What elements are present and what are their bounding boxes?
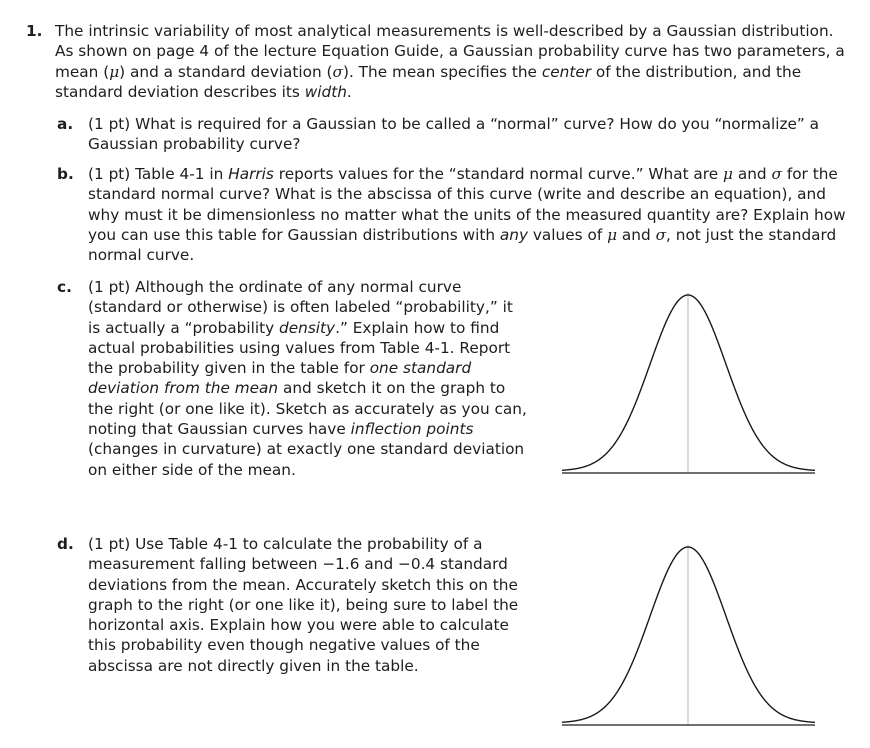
mu-symbol: μ [109,62,120,81]
sigma-symbol: σ [771,165,782,183]
part-c-text-4: (changes in curvature) at exactly one standard deviation on either side of the mean. [88,440,525,479]
part-c-emphasis-density: density [279,318,336,337]
part-b-text-4: for the standard normal curve? What is the abscissa of this curve (write and describe an equation), and why must it be dimensionless no matter what the units of the measured quantity are? Explain how you can use this table for Gaussian distributions with [88,165,846,244]
intro-text-5: . [346,82,352,101]
part-b-emphasis-any: any [499,225,529,244]
part-b-text-5: values of [528,225,608,244]
part-a-letter: a. [57,115,74,133]
intro-emphasis-center: center [541,62,592,81]
part-d-text: (1 pt) Use Table 4-1 to calculate the probability of a measurement falling between −1.6 and −0.4 standard deviations from the mean. Accurately sketch this on the graph to the right (or one like it), being sure to label the horizontal axis. Explain how you were able to calculate this probability even though negative values of the abscissa are not directly given in the table. [88,535,519,675]
part-c-letter: c. [57,278,72,296]
gaussian-curve-graph-d [560,537,817,733]
part-b-letter: b. [57,165,74,183]
problem-number: 1. [26,22,43,40]
part-b-text-2: reports values for the “standard normal curve.” What are [273,165,724,183]
part-a-text: (1 pt) What is required for a Gaussian to be called a “normal” curve? How do you “normalize” a Gaussian probability curve? [88,115,820,154]
mu-symbol: μ [607,225,618,244]
intro-text-4: of the distribution, and the standard deviation describes its [55,62,802,101]
part-b-text-7: , not just the standard normal curve. [88,225,837,265]
part-d-letter: d. [57,535,74,553]
sigma-symbol: σ [332,62,343,81]
problem-intro [55,21,845,102]
intro-text-2: ) and a standard deviation ( [119,62,333,81]
intro-text-3: ). The mean specifies the [342,62,542,81]
part-c-text-1: (1 pt) Although the ordinate of any normal curve (standard or otherwise) is often labeled “probability,” it is actually a “probability [88,278,513,337]
part-b-text-1: (1 pt) Table 4-1 in [88,165,229,183]
part-b-emphasis-harris: Harris [228,165,274,183]
part-b-text-6: and [617,225,656,244]
part-c-text [88,277,528,480]
gaussian-curve-graph-c [560,285,817,481]
intro-emphasis-width: width [304,82,347,101]
part-c-text-2: .” Explain how to find actual probabilities using values from Table 4-1. Report the probability given in the table for [88,318,511,378]
part-c-text-3: and sketch it on the graph to the right (or one like it). Sketch as accurately as you can, noting that Gaussian curves have [88,379,527,439]
part-b-text [88,164,848,265]
mu-symbol: μ [723,165,733,183]
intro-text-1: The intrinsic variability of most analytical measurements is well-described by a Gaussian distribution. As shown on page 4 of the lecture Equation Guide, a Gaussian probability curve has two parameters, a mean ( [55,22,845,81]
part-c-emphasis-one-sd: one standard deviation from the mean [88,359,472,398]
part-b-text-3: and [732,165,772,183]
part-c-emphasis-inflection: inflection points [350,420,474,439]
sigma-symbol: σ [655,225,667,244]
